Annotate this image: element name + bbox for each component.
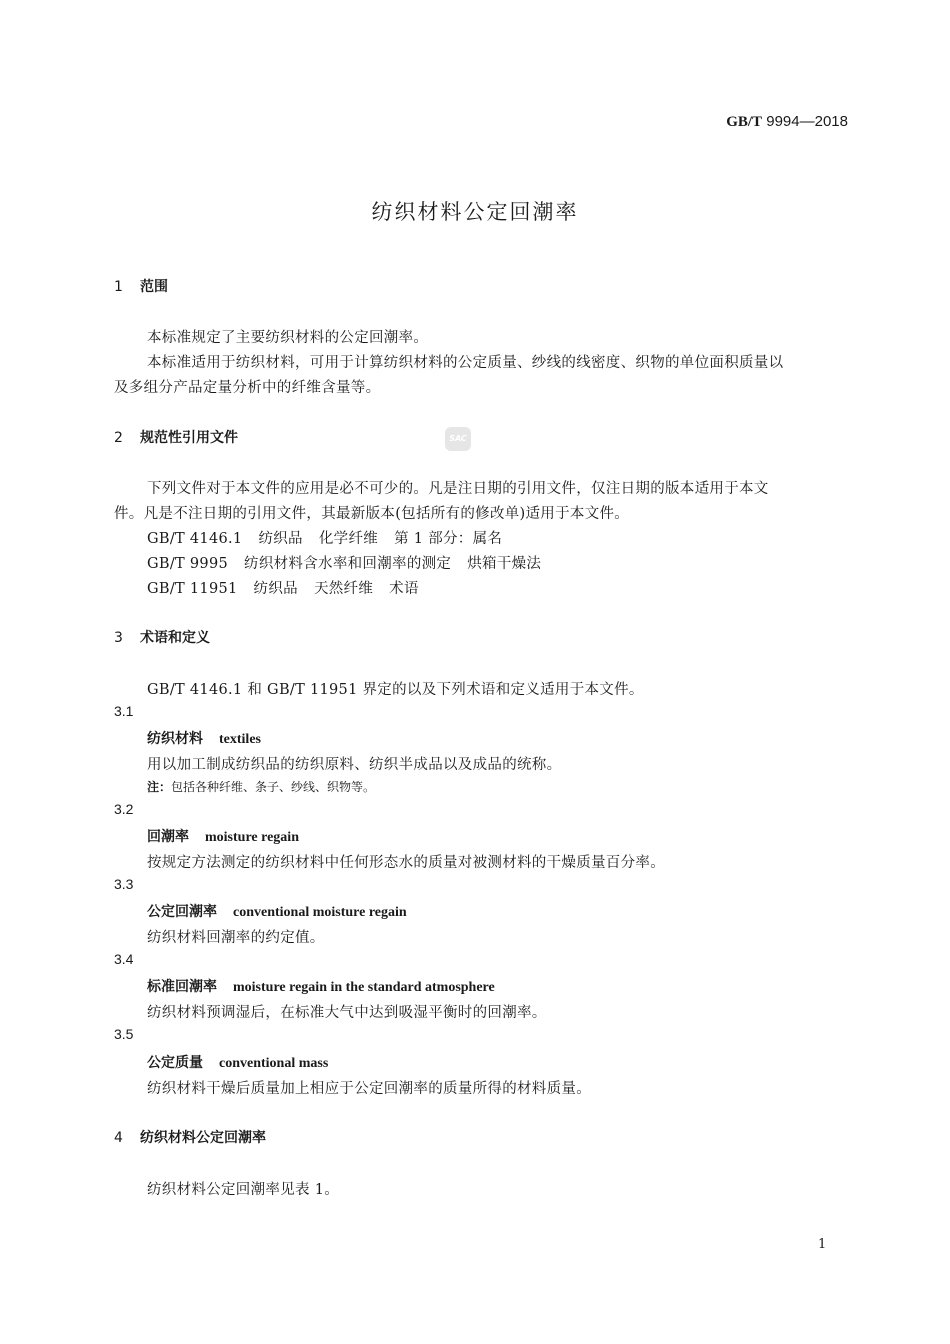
section-3-paragraph-1: GB/T 4146.1 和 GB/T 11951 界定的以及下列术语和定义适用于本文件。 bbox=[147, 682, 644, 698]
section-1-paragraph-2b: 及多组分产品定量分析中的纤维含量等。 bbox=[114, 380, 381, 396]
term-heading: 公定质量 conventional mass bbox=[147, 1055, 329, 1071]
section-2-heading: 2 规范性引用文件 bbox=[114, 430, 238, 446]
document-title: 纺织材料公定回潮率 bbox=[371, 200, 579, 224]
term-definition: 纺织材料回潮率的约定值。 bbox=[147, 930, 325, 946]
term-definition: 用以加工制成纺织品的纺织原料、纺织半成品以及成品的统称。 bbox=[147, 757, 562, 773]
page-number: 1 bbox=[818, 1237, 827, 1252]
term-number: 3.5 bbox=[114, 1026, 134, 1042]
term-number: 3.1 bbox=[114, 703, 134, 719]
section-3-heading: 3 术语和定义 bbox=[114, 630, 210, 646]
section-4-heading: 4 纺织材料公定回潮率 bbox=[114, 1130, 266, 1146]
term-heading: 公定回潮率 conventional moisture regain bbox=[147, 904, 407, 920]
sac-watermark-logo: SAC bbox=[445, 427, 471, 451]
section-1-paragraph-1: 本标准规定了主要纺织材料的公定回潮率。 bbox=[147, 330, 429, 346]
reference-item: GB/T 4146.1 纺织品 化学纤维 第 1 部分：属名 bbox=[147, 531, 503, 547]
reference-item: GB/T 9995 纺织材料含水率和回潮率的测定 烘箱干燥法 bbox=[147, 556, 542, 572]
reference-item: GB/T 11951 纺织品 天然纤维 术语 bbox=[147, 581, 419, 597]
section-1-paragraph-2a: 本标准适用于纺织材料，可用于计算纺织材料的公定质量、纱线的线密度、织物的单位面积质量以 bbox=[147, 355, 784, 371]
term-number: 3.3 bbox=[114, 876, 134, 892]
term-heading: 标准回潮率 moisture regain in the standard atmosphere bbox=[147, 979, 495, 995]
term-number: 3.2 bbox=[114, 801, 134, 817]
term-note: 注：包括各种纤维、条子、纱线、织物等。 bbox=[147, 780, 376, 794]
term-number: 3.4 bbox=[114, 951, 134, 967]
section-2-paragraph-1b: 件。凡是不注日期的引用文件，其最新版本(包括所有的修改单)适用于本文件。 bbox=[114, 506, 630, 522]
section-4-paragraph-1: 纺织材料公定回潮率见表 1。 bbox=[147, 1182, 340, 1198]
term-heading: 回潮率 moisture regain bbox=[147, 829, 299, 845]
standard-code: GB/T 9994—2018 bbox=[726, 113, 848, 130]
term-definition: 纺织材料干燥后质量加上相应于公定回潮率的质量所得的材料质量。 bbox=[147, 1081, 591, 1097]
term-definition: 按规定方法测定的纺织材料中任何形态水的质量对被测材料的干燥质量百分率。 bbox=[147, 855, 665, 871]
term-definition: 纺织材料预调湿后，在标准大气中达到吸湿平衡时的回潮率。 bbox=[147, 1005, 547, 1021]
section-2-paragraph-1a: 下列文件对于本文件的应用是必不可少的。凡是注日期的引用文件，仅注日期的版本适用于本文 bbox=[147, 481, 769, 497]
section-1-heading: 1 范围 bbox=[114, 279, 168, 295]
term-heading: 纺织材料 textiles bbox=[147, 731, 261, 747]
